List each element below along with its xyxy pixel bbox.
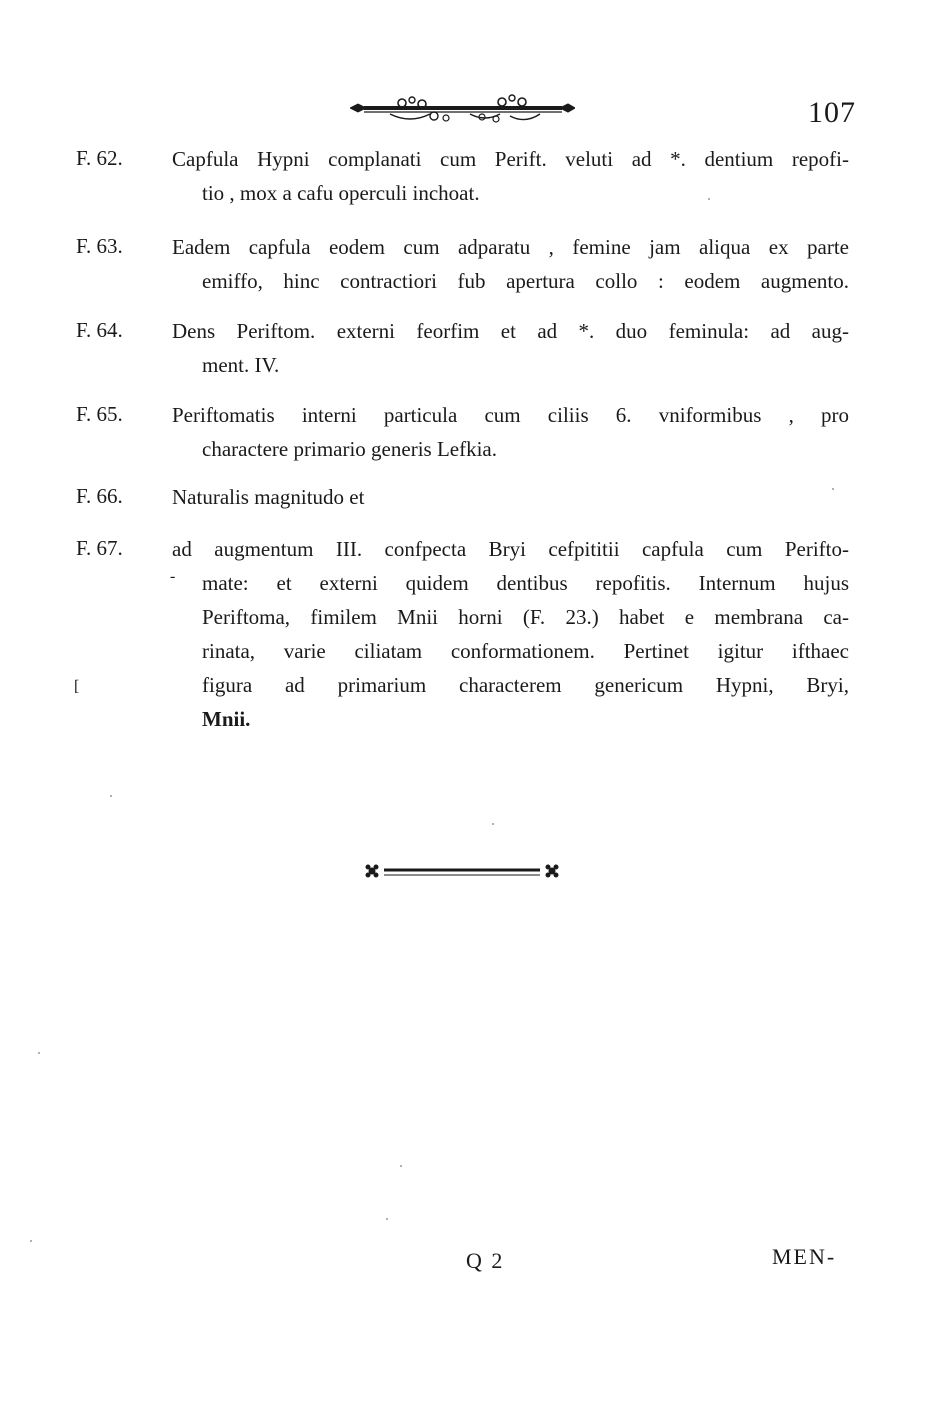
text-line: ment. IV. [202,353,280,377]
figure-description [172,230,849,298]
paper-speck [38,1052,40,1054]
text-line: charactere primario generis Lefkia. [202,437,497,461]
headpiece-ornament [350,92,575,132]
text-line: emiffo, hinc contractiori fub apertura collo : eodem augmento. [202,269,849,293]
figure-description [172,398,849,466]
text-line: Eadem capfula eodem cum adparatu , femine jam aliqua ex parte [172,235,849,259]
page-number: 107 [808,96,856,129]
paper-speck [708,198,710,200]
signature-mark: Q 2 [466,1248,505,1273]
paper-speck [832,488,834,490]
text-line: tio , mox a cafu operculi inchoat. [202,181,480,205]
text-line: Capfula Hypni complanati cum Perift. veluti ad *. dentium repofi- [172,147,849,171]
text-line: Periftoma, fimilem Mnii horni (F. 23.) habet e membrana ca- [202,605,849,629]
figure-description [172,142,849,210]
text-line: Dens Periftom. externi feorfim et ad *. duo feminula: ad aug- [172,319,849,343]
paper-speck [110,795,112,797]
figure-description [172,480,849,514]
text-line: Naturalis magnitudo et [172,485,365,509]
figure-description [172,314,849,382]
margin-dash: - [170,568,176,585]
paper-speck [492,823,494,825]
paper-speck [400,1165,402,1167]
figure-label: F. 67. [76,536,123,560]
text-line: mate: et externi quidem dentibus repofitis. Internum hujus [202,571,849,595]
text-line: rinata, varie ciliatam conformationem. Pertinet igitur ifthaec [202,639,849,663]
figure-label: F. 64. [76,318,123,342]
paper-speck [30,1240,32,1242]
tailpiece-ornament [362,858,562,884]
figure-label: F. 66. [76,484,123,508]
margin-mark: [ [74,678,80,695]
text-line: figura ad primarium characterem genericum Hypni, Bryi, [202,673,849,697]
text-line: Periftomatis interni particula cum ciliis 6. vniformibus , pro [172,403,849,427]
figure-label: F. 65. [76,402,123,426]
figure-label: F. 63. [76,234,123,258]
catchword: MEN- [772,1244,837,1269]
paper-speck [386,1218,388,1220]
text-line: ad augmentum III. confpecta Bryi cefpititii capfula cum Perifto- [172,537,849,561]
figure-label: F. 62. [76,146,123,170]
figure-description [172,532,849,736]
text-line: Mnii. [202,707,251,731]
